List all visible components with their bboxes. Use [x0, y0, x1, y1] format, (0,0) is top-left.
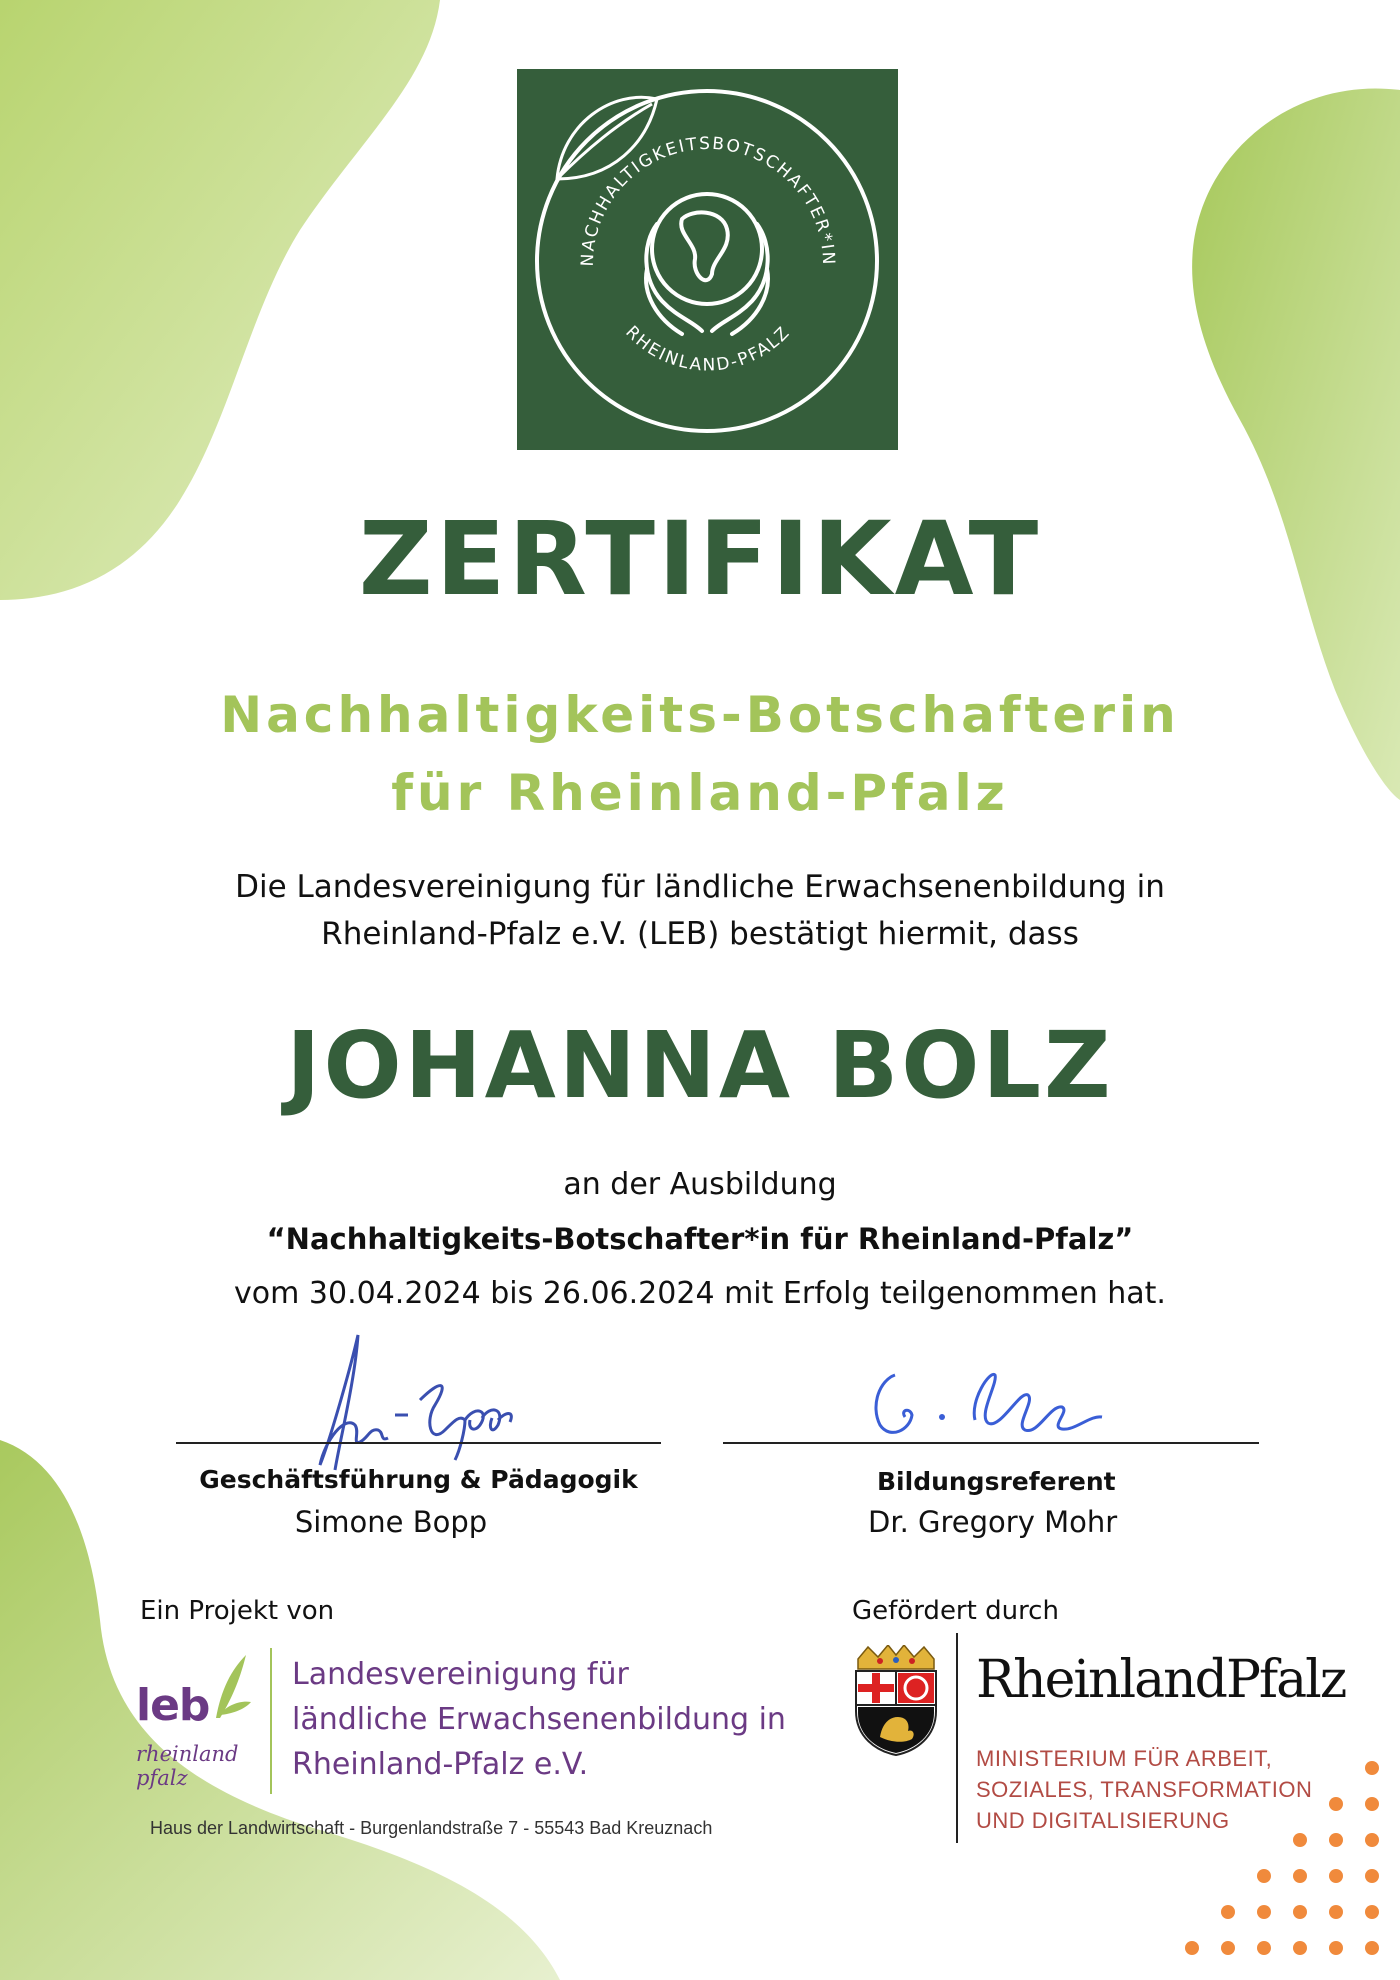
svg-text:RHEINLAND-PFALZ: RHEINLAND-PFALZ — [621, 322, 795, 376]
subtitle-line-1: Nachhaltigkeits-Botschafterin — [220, 686, 1180, 744]
ministry-line-3: UND DIGITALISIERUNG — [976, 1808, 1230, 1833]
ministry-name — [976, 1743, 1312, 1836]
funded-label: Gefördert durch — [852, 1596, 1059, 1626]
recipient-name: JOHANNA BOLZ — [286, 1012, 1114, 1119]
rlp-coat-of-arms-icon — [850, 1645, 942, 1757]
course-name: “Nachhaltigkeits-Botschafter*in für Rheinland-Pfalz” — [266, 1222, 1134, 1256]
leb-divider — [270, 1648, 272, 1794]
signature-role-right: Bildungsreferent — [877, 1467, 1116, 1496]
leb-name-line-3: Rheinland-Pfalz e.V. — [292, 1747, 589, 1782]
certificate-subtitle — [0, 676, 1400, 832]
course-dates: vom 30.04.2024 bis 26.06.2024 mit Erfolg teilgenommen hat. — [234, 1276, 1166, 1311]
leb-logo-sub2: pfalz — [136, 1766, 188, 1790]
signature-line-left — [176, 1442, 661, 1444]
ministry-line-1: MINISTERIUM FÜR ARBEIT, — [976, 1746, 1273, 1771]
leb-logo-sub1: rheinland — [136, 1742, 239, 1766]
signature-line-right — [723, 1442, 1259, 1444]
address: Haus der Landwirtschaft - Burgenlandstraße 7 - 55543 Bad Kreuznach — [150, 1818, 713, 1838]
rlp-wordmark: RheinlandPfalz — [976, 1650, 1346, 1710]
program-logo — [517, 69, 898, 450]
leb-sprout-icon — [206, 1650, 256, 1720]
svg-text:NACHHALTIGKEITSBOTSCHAFTER*IN: NACHHALTIGKEITSBOTSCHAFTER*IN — [577, 133, 839, 267]
certificate-intro — [0, 864, 1400, 958]
leb-name-line-1: Landesvereinigung für — [292, 1657, 629, 1692]
signature-name-right: Dr. Gregory Mohr — [868, 1505, 1118, 1539]
leb-logo-main: leb — [136, 1680, 210, 1731]
signature-role-left: Geschäftsführung & Pädagogik — [199, 1465, 638, 1494]
leb-name-line-2: ländliche Erwachsenenbildung in — [292, 1702, 786, 1737]
hands-holding-globe-icon — [646, 194, 768, 334]
leb-organization-name — [292, 1652, 786, 1787]
intro-line-2: Rheinland-Pfalz e.V. (LEB) bestätigt hiermit, dass — [321, 916, 1079, 952]
ministry-line-2: SOZIALES, TRANSFORMATION — [976, 1777, 1313, 1802]
leb-logo — [136, 1650, 256, 1800]
rlp-divider — [956, 1633, 958, 1843]
signature-name-left: Simone Bopp — [294, 1505, 488, 1539]
signature-image-right — [850, 1345, 1130, 1455]
intro-line-1: Die Landesvereinigung für ländliche Erwachsenenbildung in — [235, 869, 1165, 905]
course-intro: an der Ausbildung — [563, 1167, 837, 1202]
subtitle-line-2: für Rheinland-Pfalz — [391, 764, 1009, 822]
project-label: Ein Projekt von — [140, 1596, 335, 1626]
certificate-title: ZERTIFIKAT — [358, 500, 1042, 619]
